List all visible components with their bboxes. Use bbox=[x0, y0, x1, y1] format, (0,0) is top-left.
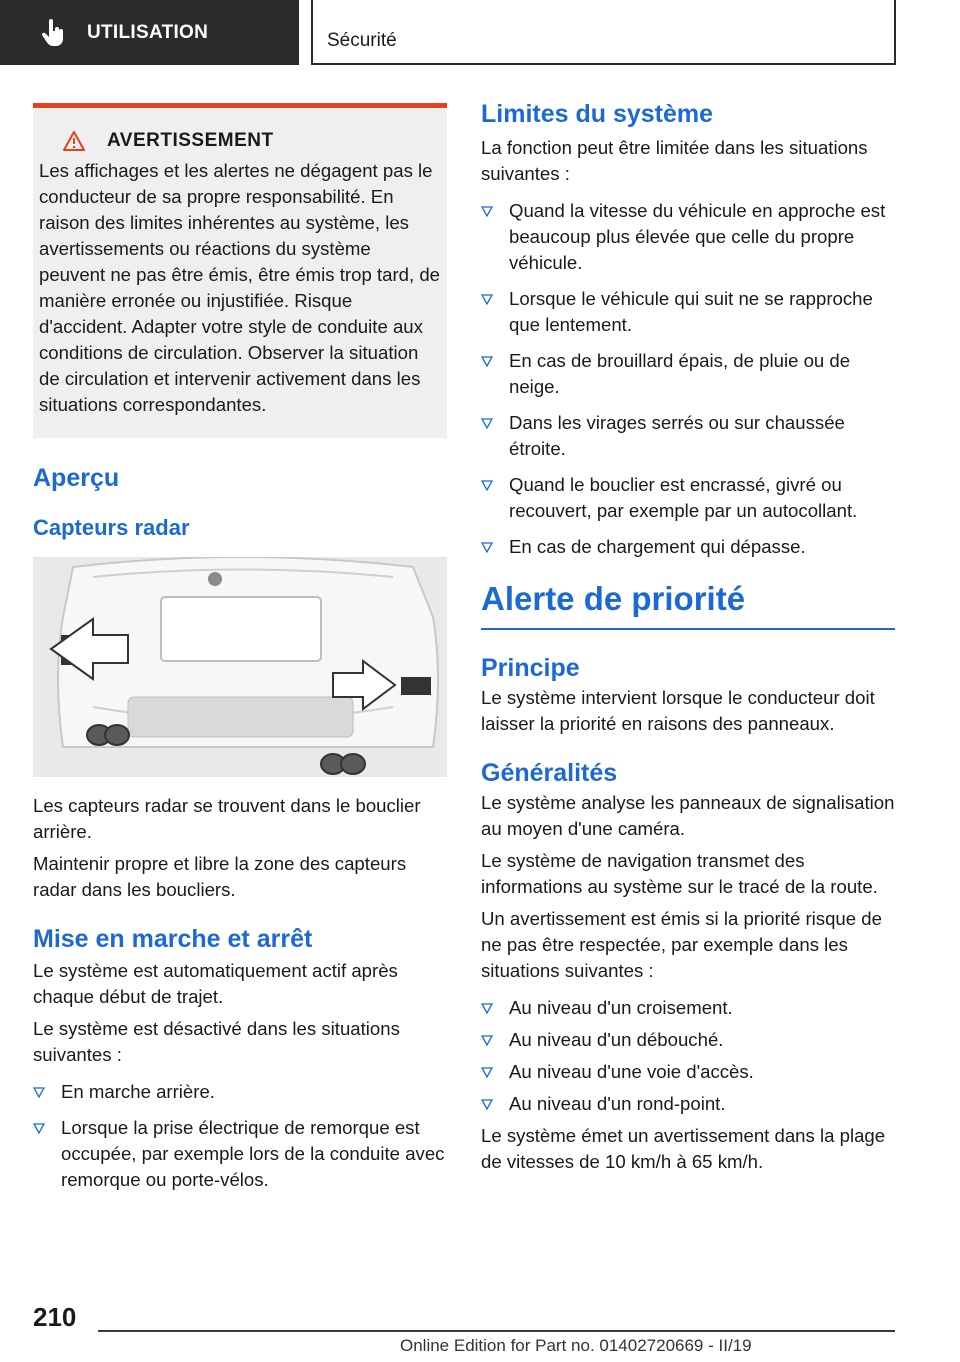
section-header bbox=[311, 0, 896, 65]
radar-keep-clean-text: Maintenir propre et libre la zone des capteurs radar dans les boucliers. bbox=[33, 853, 407, 900]
principle-heading: Principe bbox=[481, 654, 580, 682]
section-title: Sécurité bbox=[327, 30, 397, 51]
on-off-text-2: Le système est désactivé dans les situations suivantes : bbox=[33, 1018, 400, 1065]
warning-box bbox=[33, 103, 447, 438]
warning-title: AVERTISSEMENT bbox=[107, 130, 274, 151]
list-item: Quand la vitesse du véhicule en approche est beaucoup plus élevée que celle du propre véhicule. bbox=[481, 198, 895, 276]
triangle-bullet-icon bbox=[481, 542, 493, 553]
list-item: Au niveau d'une voie d'accès. bbox=[481, 1059, 895, 1085]
edition-footer: Online Edition for Part no. 01402720669 - II/19 bbox=[400, 1336, 752, 1355]
triangle-bullet-icon bbox=[481, 294, 493, 305]
on-off-heading: Mise en marche et arrêt bbox=[33, 925, 313, 953]
triangle-bullet-icon bbox=[481, 356, 493, 367]
left-column bbox=[33, 103, 447, 1203]
general-text-2: Le système de navigation transmet des informations au système sur le tracé de la route. bbox=[481, 850, 878, 897]
right-column bbox=[481, 100, 895, 1175]
list-item: Au niveau d'un débouché. bbox=[481, 1027, 895, 1053]
list-item: Lorsque la prise électrique de remorque est occupée, par exemple lors de la conduite avec remorque ou porte-vélos. bbox=[33, 1115, 447, 1193]
speed-range-text: Le système émet un avertissement dans la plage de vitesses de 10 km/h à 65 km/h. bbox=[481, 1125, 886, 1172]
chapter-title: UTILISATION bbox=[87, 21, 209, 43]
principle-text: Le système intervient lorsque le conducteur doit laisser la priorité en raisons des panneaux. bbox=[481, 687, 875, 734]
system-limits-heading: Limites du système bbox=[481, 100, 714, 128]
chapter-tab bbox=[0, 0, 299, 65]
warning-triangle-icon bbox=[63, 131, 85, 151]
priority-situations-list bbox=[481, 995, 895, 1117]
triangle-bullet-icon bbox=[481, 1003, 493, 1014]
on-off-text-1: Le système est automatiquement actif après chaque début de trajet. bbox=[33, 960, 398, 1007]
general-text-1: Le système analyse les panneaux de signalisation au moyen d'une caméra. bbox=[481, 792, 895, 839]
triangle-bullet-icon bbox=[33, 1087, 45, 1098]
warning-header bbox=[63, 130, 441, 152]
footer-divider bbox=[98, 1330, 895, 1332]
triangle-bullet-icon bbox=[481, 1067, 493, 1078]
list-item: En cas de chargement qui dépasse. bbox=[481, 534, 895, 560]
list-item: Quand le bouclier est encrassé, givré ou recouvert, par exemple par un autocollant. bbox=[481, 472, 895, 524]
triangle-bullet-icon bbox=[481, 206, 493, 217]
triangle-bullet-icon bbox=[481, 1099, 493, 1110]
list-item: Au niveau d'un croisement. bbox=[481, 995, 895, 1021]
warning-text: Les affichages et les alertes ne dégagent pas le conducteur de sa propre responsabilité. En raison des limites inhérentes au système, les avertissements ou réactions du système peuvent ne pas être émis, être émis trop tard, de manière erronée ou injustifiée. Risque d'accident. Adapter votre style de conduite aux conditions de circulation. Observer la situation de circulation et intervenir activement dans les situations correspondantes. bbox=[39, 160, 441, 415]
car-rear-radar-illustration bbox=[33, 557, 447, 777]
list-item: Dans les virages serrés ou sur chaussée étroite. bbox=[481, 410, 895, 462]
list-item: En marche arrière. bbox=[33, 1079, 447, 1105]
hand-pointer-icon bbox=[41, 19, 65, 47]
priority-alert-chapter-heading: Alerte de priorité bbox=[481, 580, 895, 630]
page-number: 210 bbox=[33, 1302, 77, 1332]
triangle-bullet-icon bbox=[33, 1123, 45, 1134]
triangle-bullet-icon bbox=[481, 418, 493, 429]
overview-heading: Aperçu bbox=[33, 464, 120, 492]
system-limits-intro: La fonction peut être limitée dans les situations suivantes : bbox=[481, 137, 868, 184]
deactivation-list bbox=[33, 1079, 447, 1193]
list-item: Lorsque le véhicule qui suit ne se rapproche que lentement. bbox=[481, 286, 895, 338]
system-limits-list bbox=[481, 198, 895, 560]
triangle-bullet-icon bbox=[481, 1035, 493, 1046]
radar-sensors-heading: Capteurs radar bbox=[33, 515, 190, 540]
list-item: Au niveau d'un rond-point. bbox=[481, 1091, 895, 1117]
radar-location-text: Les capteurs radar se trouvent dans le bouclier arrière. bbox=[33, 795, 421, 842]
triangle-bullet-icon bbox=[481, 480, 493, 491]
general-heading: Généralités bbox=[481, 759, 618, 787]
list-item: En cas de brouillard épais, de pluie ou de neige. bbox=[481, 348, 895, 400]
general-text-3: Un avertissement est émis si la priorité risque de ne pas être respectée, par exemple dans les situations suivantes : bbox=[481, 908, 882, 981]
